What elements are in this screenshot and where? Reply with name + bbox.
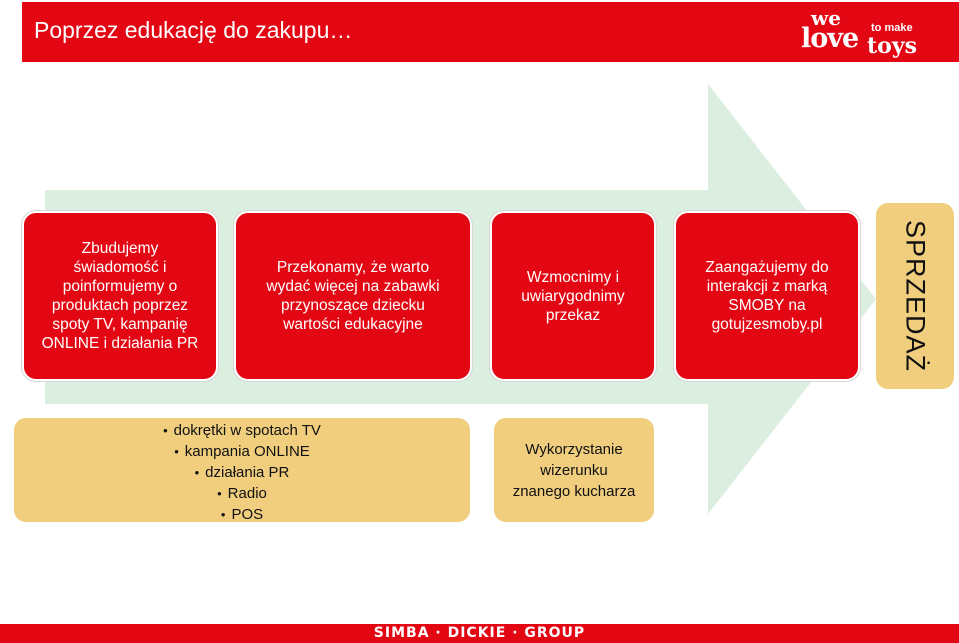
slide-title: Poprzez edukację do zakupu… [34, 17, 353, 43]
step-awareness-text: Zbudujemy świadomość i poinformujemy o produktach poprzez spoty TV, kampanię ONLINE i działania PR [41, 240, 199, 352]
logo-toys: toys [867, 33, 918, 59]
step-awareness-box [22, 211, 218, 381]
list-item [14, 504, 470, 525]
list-item [14, 420, 470, 441]
logo-to-make: to make [871, 22, 913, 34]
logo-we: we [811, 6, 841, 30]
bullet-icon: • [194, 465, 200, 480]
step-convince-text: Przekonamy, że warto wydać więcej na zabawki przynoszące dziecku wartości edukacyjne [266, 259, 440, 333]
footer-brand-text: SIMBA · DICKIE · GROUP [373, 625, 586, 641]
step-convince-box [234, 211, 472, 381]
list-item [14, 462, 470, 483]
tactics-bullet-list [14, 420, 470, 525]
logo-love: love [801, 23, 859, 54]
bullet-text: kampania ONLINE [184, 443, 310, 460]
list-item [14, 441, 470, 462]
chef-box [494, 418, 654, 522]
chef-text: Wykorzystanie wizerunku znanego kucharza [512, 440, 636, 500]
sales-box [876, 203, 954, 389]
bullet-text: POS [231, 506, 264, 523]
bullet-icon: • [174, 444, 179, 459]
tactics-bullets-box [14, 418, 470, 522]
bullet-icon: • [220, 507, 226, 522]
step-strengthen-text: Wzmocnimy i uwiarygodnimy przekaz [521, 268, 625, 324]
bullet-icon: • [217, 486, 222, 501]
step-engage-box [674, 211, 860, 381]
bullet-text: Radio [227, 485, 267, 502]
step-strengthen-box [490, 211, 656, 381]
bullet-icon: • [163, 423, 168, 438]
footer-bar [0, 624, 959, 643]
bullet-text: działania PR [205, 464, 290, 481]
step-engage-text: Zaangażujemy do interakcji z marką SMOBY na gotujzesmoby.pl [705, 259, 829, 333]
bullet-text: dokrętki w spotach TV [173, 422, 321, 439]
list-item [14, 483, 470, 504]
sales-label: SPRZEDAŻ [900, 219, 931, 373]
